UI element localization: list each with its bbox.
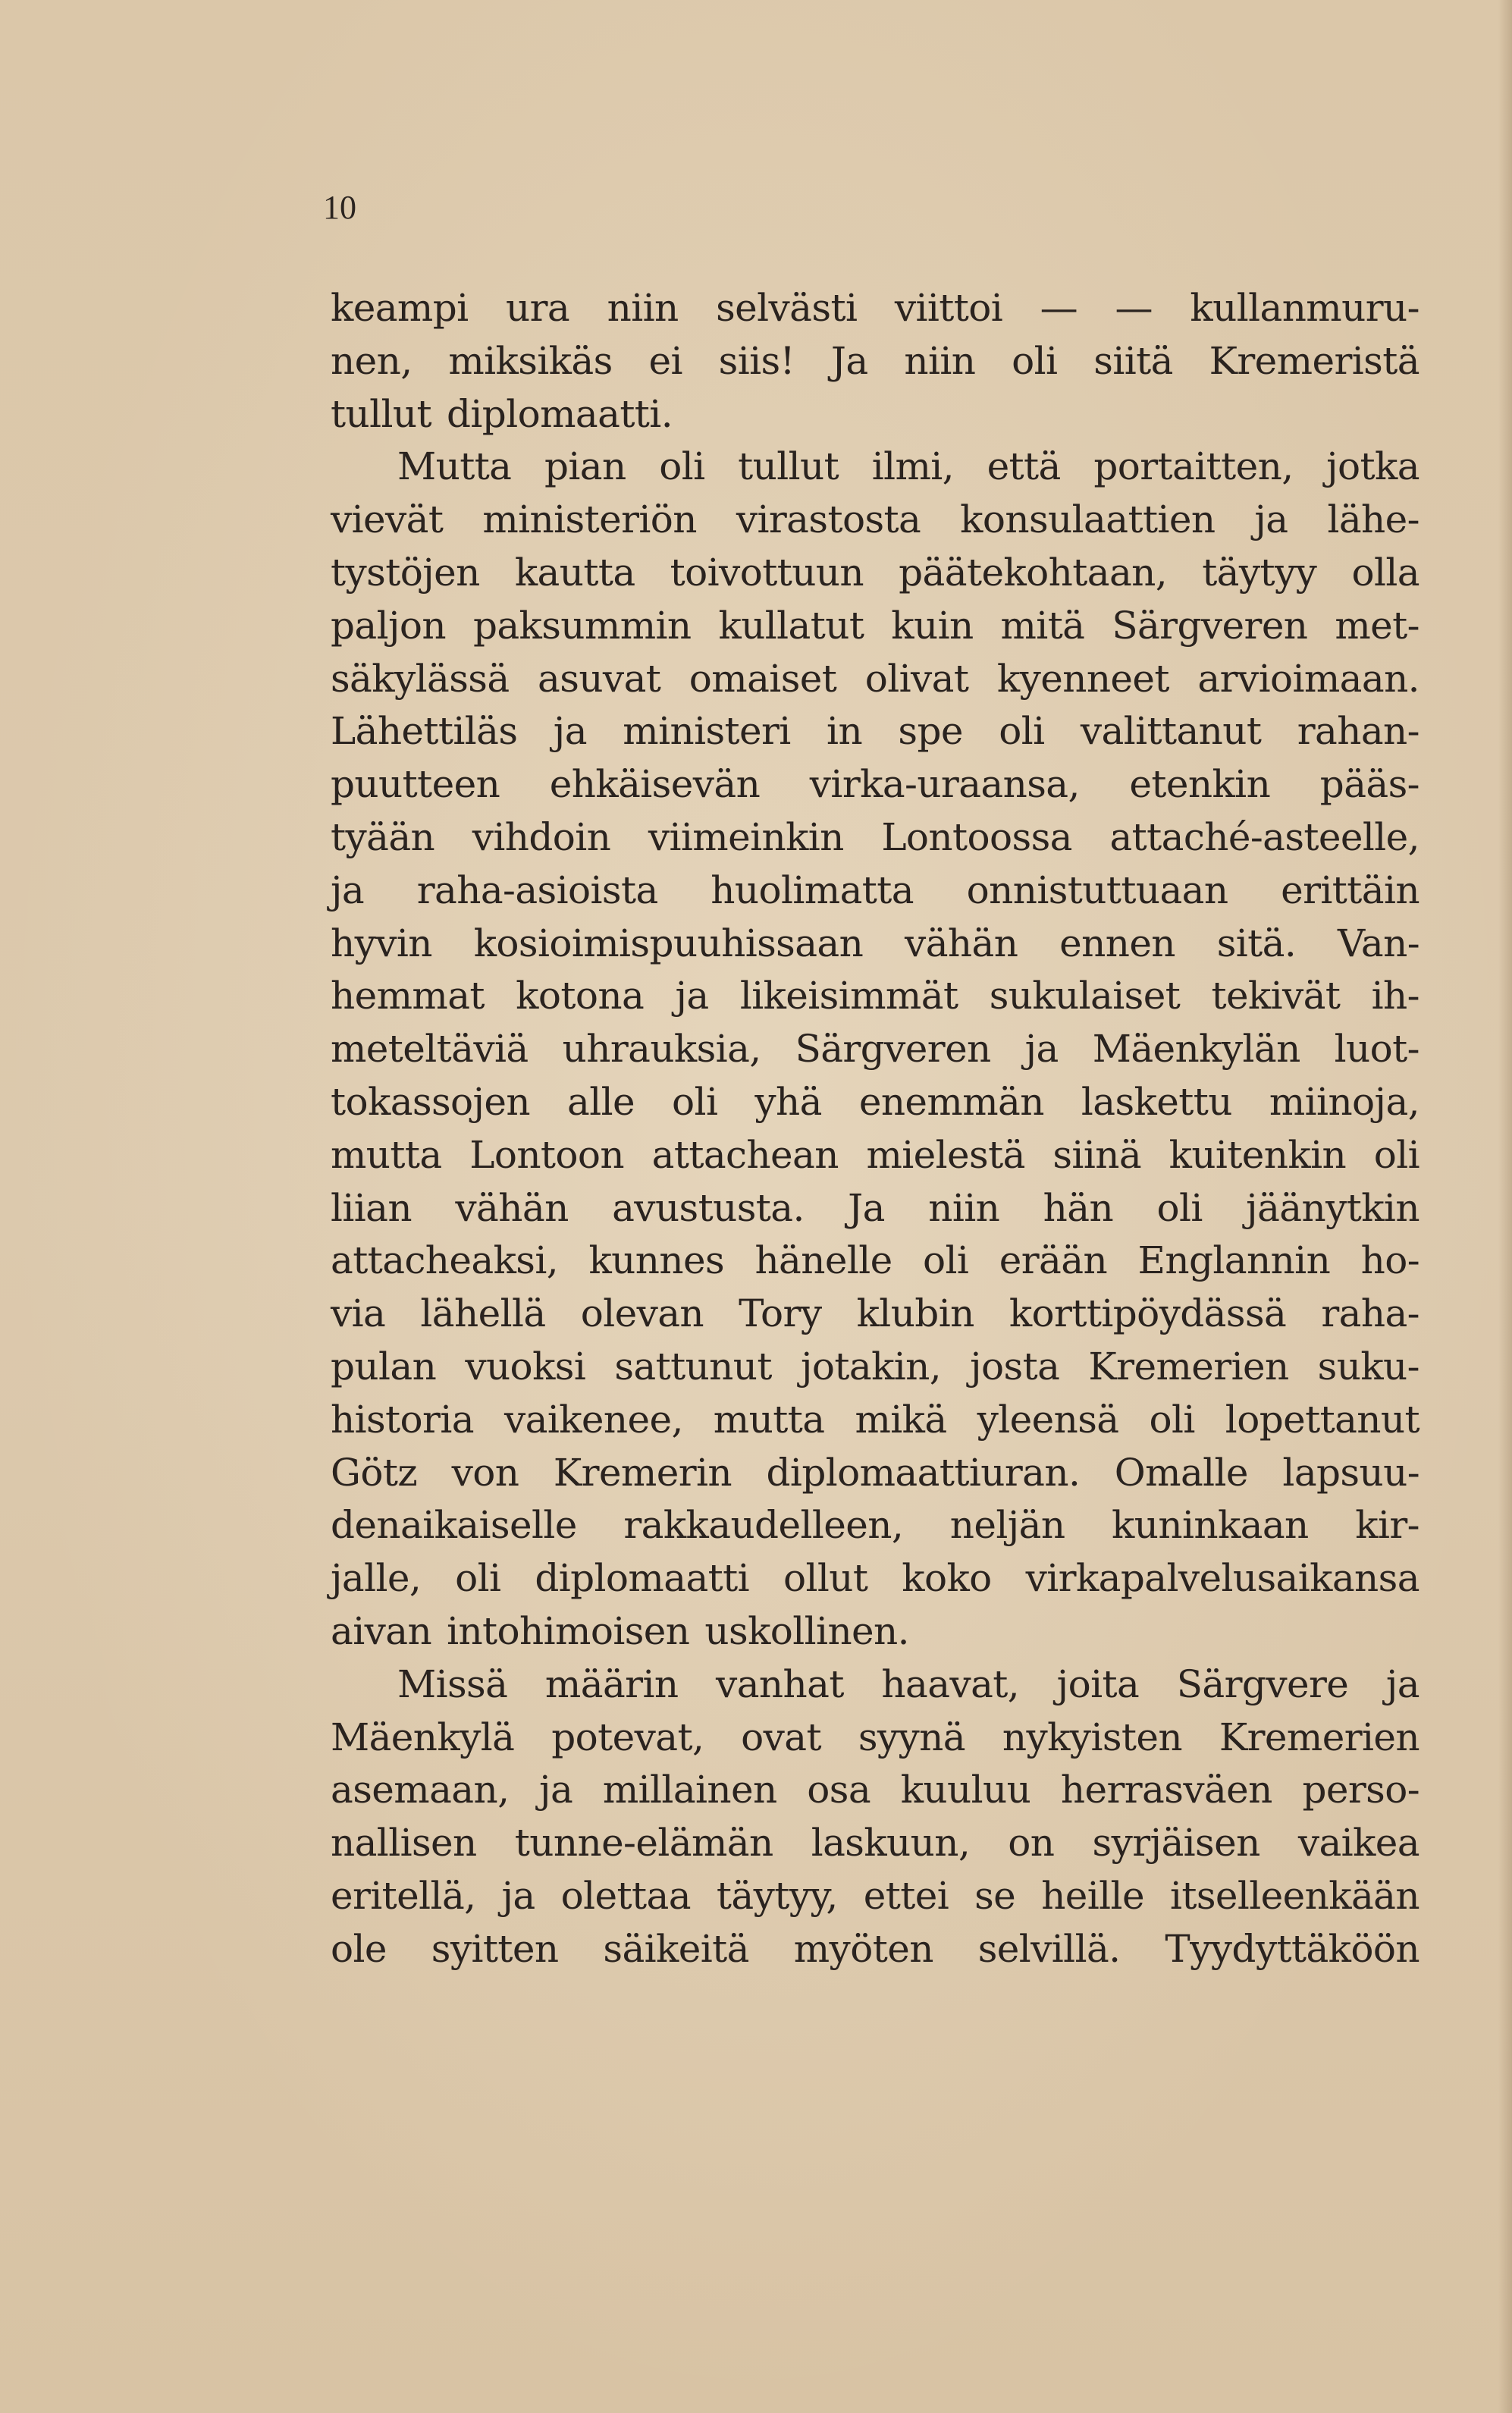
text-line: nallisen tunne-elämän laskuun, on syrjäisen vaikea (331, 1821, 1419, 1865)
page-number: 10 (323, 189, 356, 226)
text-line: Missä määrin vanhat haavat, joita Särgvere ja (397, 1661, 1419, 1706)
text-line: ja raha-asioista huolimatta onnistuttuaan erittäin (331, 868, 1419, 912)
text-line: paljon paksummin kullatut kuin mitä Särgveren met- (331, 603, 1419, 648)
text-line: mutta Lontoon attachean mielestä siinä kuitenkin oli (331, 1132, 1419, 1177)
text-line: denaikaiselle rakkaudelleen, neljän kuninkaan kir- (331, 1503, 1419, 1548)
text-line: liian vähän avustusta. Ja niin hän oli jäänytkin (331, 1185, 1419, 1230)
text-line: Götz von Kremerin diplomaattiuran. Omalle lapsuu- (331, 1450, 1419, 1495)
text-line: tyään vihdoin viimeinkin Lontoossa attaché-asteelle, (331, 814, 1419, 859)
text-line: eritellä, ja olettaa täytyy, ettei se heille itselleenkään (331, 1873, 1419, 1918)
text-line: tokassojen alle oli yhä enemmän laskettu miinoja, (331, 1079, 1419, 1124)
text-line: via lähellä olevan Tory klubin korttipöydässä raha- (331, 1291, 1419, 1336)
text-line: historia vaikenee, mutta mikä yleensä oli lopettanut (331, 1397, 1419, 1442)
body-text (331, 282, 1419, 1976)
text-line: Mutta pian oli tullut ilmi, että portaitten, jotka (397, 444, 1419, 489)
text-line: säkylässä asuvat omaiset olivat kyenneet arvioimaan. (331, 656, 1419, 701)
text-line: meteltäviä uhrauksia, Särgveren ja Mäenkylän luot- (331, 1027, 1419, 1072)
text-line: hyvin kosioimispuuhissaan vähän ennen sitä. Van- (331, 921, 1419, 965)
text-line: keampi ura niin selvästi viittoi — — kullanmuru- (331, 286, 1419, 330)
text-line: puutteen ehkäisevän virka-uraansa, etenkin pääs- (331, 762, 1419, 807)
text-line: aivan intohimoisen uskollinen. (331, 1608, 909, 1653)
text-line: pulan vuoksi sattunut jotakin, josta Kremerien suku- (331, 1344, 1419, 1388)
text-line: hemmat kotona ja likeisimmät sukulaiset tekivät ih- (331, 974, 1419, 1018)
text-line: tullut diplomaatti. (331, 391, 673, 436)
text-line: attacheaksi, kunnes hänelle oli erään Englannin ho- (331, 1238, 1419, 1283)
text-line: tystöjen kautta toivottuun päätekohtaan, täytyy olla (331, 550, 1419, 595)
text-line: Lähettiläs ja ministeri in spe oli valittanut rahan- (331, 709, 1419, 754)
text-line: Mäenkylä potevat, ovat syynä nykyisten Kremerien (331, 1715, 1419, 1759)
text-line: jalle, oli diplomaatti ollut koko virkapalvelusaikansa (331, 1556, 1419, 1601)
page-edge-shadow (1498, 0, 1512, 2413)
text-line: nen, miksikäs ei siis! Ja niin oli siitä Kremeristä (331, 338, 1419, 383)
text-line: ole syitten säikeitä myöten selvillä. Tyydyttäköön (331, 1926, 1419, 1971)
text-line: vievät ministeriön virastosta konsulaattien ja lähe- (331, 497, 1419, 542)
text-line: asemaan, ja millainen osa kuuluu herrasväen perso- (331, 1768, 1419, 1812)
